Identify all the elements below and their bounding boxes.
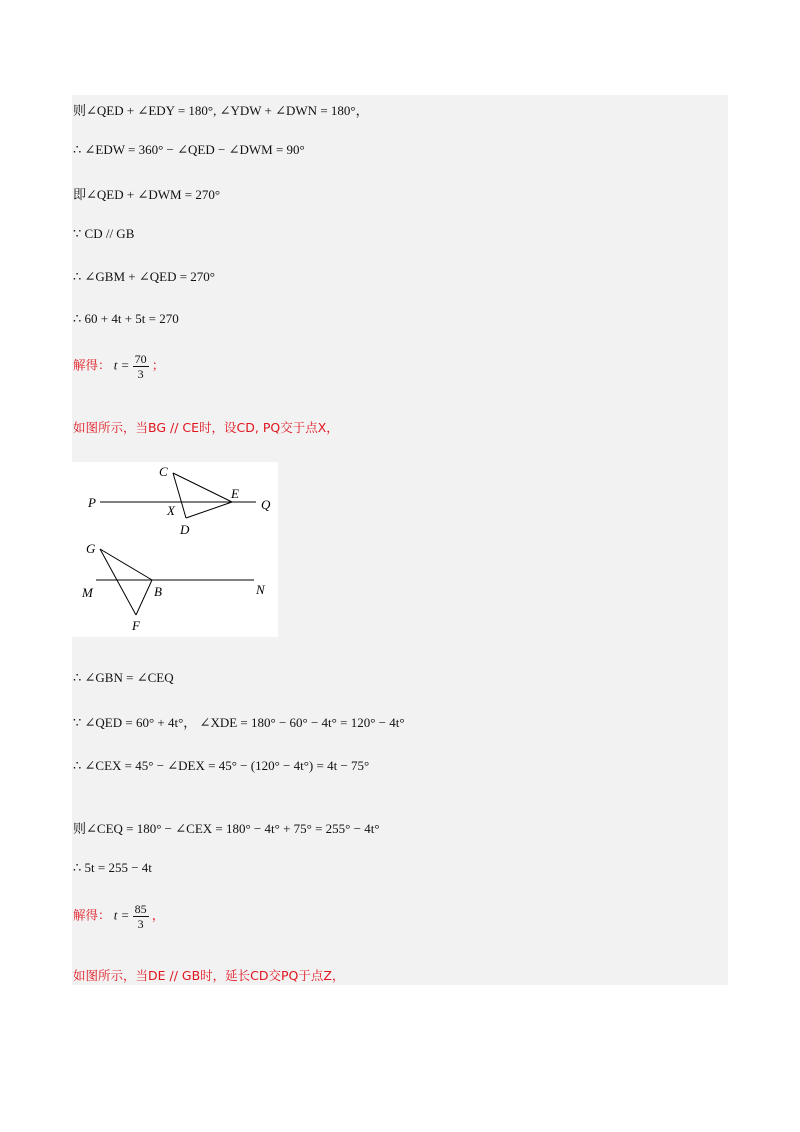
fraction	[133, 902, 149, 931]
line-4: ∵ CD // GB	[73, 226, 135, 241]
fraction-denominator: 3	[137, 917, 144, 931]
segment-gb	[100, 549, 152, 580]
label-d: D	[180, 522, 190, 537]
label-c: C	[159, 464, 168, 479]
line-15: 如图所示，当DE // GB时，延长CD交PQ于点Z，	[73, 968, 345, 983]
line-7	[73, 352, 164, 381]
fraction-numerator: 70	[134, 352, 147, 366]
geometry-figure	[72, 462, 278, 637]
line-2: ∴ ∠EDW = 360° − ∠QED − ∠DWM = 90°	[73, 142, 305, 157]
line-3: 即∠QED + ∠DWM = 270°	[73, 187, 221, 202]
line-12: 则∠CEQ = 180° − ∠CEX = 180° − 4t° + 75° = 255° − 4t°	[73, 821, 380, 836]
equation-lhs: t =	[113, 357, 130, 373]
fraction	[133, 352, 149, 381]
solve-label: 解得：	[73, 907, 111, 923]
line-1: 则∠QED + ∠EDY = 180°, ∠YDW + ∠DWN = 180°，	[73, 103, 369, 118]
line-10: ∵ ∠QED = 60° + 4t°， ∠XDE = 180° − 60° − 4t° = 120° − 4t°	[73, 715, 405, 730]
label-g: G	[86, 541, 96, 556]
solve-label: 解得：	[73, 357, 111, 373]
segment-gf	[100, 549, 136, 615]
label-q: Q	[261, 497, 271, 512]
line-8: 如图所示，当BG // CE时，设CD, PQ交于点X，	[73, 420, 339, 435]
fraction-denominator: 3	[137, 367, 144, 381]
segment-fb	[136, 580, 152, 615]
line-11: ∴ ∠CEX = 45° − ∠DEX = 45° − (120° − 4t°) = 4t − 75°	[73, 758, 370, 773]
label-f: F	[132, 618, 140, 633]
line-14	[73, 902, 164, 931]
geometry-svg	[72, 462, 278, 637]
segment-ce	[173, 473, 232, 502]
line-6: ∴ 60 + 4t + 5t = 270	[73, 311, 179, 326]
punctuation: ；	[151, 357, 165, 373]
label-p: P	[88, 495, 96, 510]
label-b: B	[154, 584, 162, 599]
equation-lhs: t =	[113, 907, 130, 923]
fraction-numerator: 85	[134, 902, 147, 916]
punctuation: ，	[151, 907, 165, 923]
line-5: ∴ ∠GBM + ∠QED = 270°	[73, 269, 216, 284]
label-x: X	[167, 503, 175, 518]
line-9: ∴ ∠GBN = ∠CEQ	[73, 670, 174, 685]
label-m: M	[82, 585, 93, 600]
label-e: E	[231, 486, 239, 501]
label-n: N	[256, 582, 265, 597]
segment-de	[186, 502, 232, 518]
line-13: ∴ 5t = 255 − 4t	[73, 860, 152, 875]
